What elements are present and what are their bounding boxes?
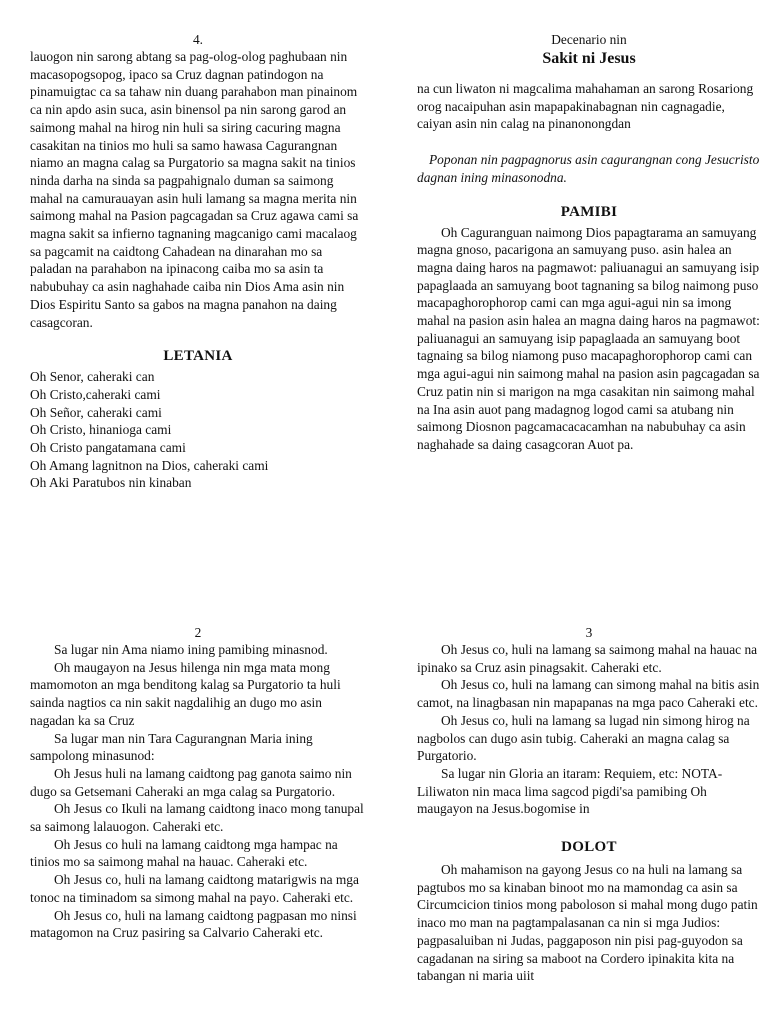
litany-line: Oh Señor, caheraki cami [30, 404, 162, 420]
paragraph: Oh Jesus huli na lamang caidtong pag ganota saimo nin dugo sa Getsemani Caheraki an mga calag sa Purgatorio. [30, 765, 352, 799]
litany-line: Oh Senor, caheraki can [30, 369, 155, 385]
paragraph: Oh Jesus co, huli na lamang can simong mahal na bitis asin camot, na linagbasan nin mapapanas na mga paco Caheraki etc. [417, 677, 760, 711]
paragraph: Oh Jesus co Ikuli na lamang caidtong inaco mong tanupal sa saimong lalauogon. Caheraki etc. [30, 801, 364, 835]
paragraph: Sa lugar nin Ama niamo ining pamibing minasnod. [54, 642, 328, 657]
paragraph: Sa lugar man nin Tara Cagurangnan Maria ining sampolong minasunod: [30, 730, 313, 764]
page-4-column [30, 32, 366, 492]
litany-line: Oh Amang lagnitnon na Dios, caheraki cami [30, 457, 269, 473]
section-title-dolot: DOLOT [561, 839, 617, 856]
header-subtitle: Decenario nin [551, 32, 627, 47]
intro-paragraph: na cun liwaton ni magcalima mahahaman an sarong Rosariong orog nacaipuhan asin mapapakinabagnan nin cagnagadie, caiyan asin nin calag na pinanonongdan [417, 81, 754, 132]
paragraph: Oh Jesus co, huli na lamang caidtong matarigwis na mga tonoc na timinadom sa simong mahal na payo. Caheraki etc. [30, 872, 359, 905]
litany-line: Oh Cristo,caheraki cami [30, 386, 161, 402]
paragraph: Oh Jesus co, huli na lamang sa lugad nin simong hirog na nagbolos can dugo asin tubig. Caheraki an magna calag sa Purgatorio. [417, 712, 750, 764]
page-number: 4. [192, 32, 204, 47]
paragraph: Oh Jesus co, huli na lamang caidtong pagpasan mo ninsi matagomon na Cruz pasiring sa Calvario Caheraki etc. [30, 907, 357, 941]
page-title: Sakit ni Jesus [542, 50, 636, 67]
paragraph: Oh maugayon na Jesus hilenga nin mga mata mong mamomoton an mga benditong kalag sa Purgatorio ta huli sainda nagtios ca nin sakit nagdalihig an dugo mo asin nagadan ka sa Cruz [30, 659, 341, 728]
rubric-italic: Poponan nin pagpagnorus asin cagurangnan cong Jesucristo dagnan ining minasonodna. [417, 152, 760, 185]
page-number: 3 [585, 625, 593, 640]
title-page-column [417, 32, 761, 454]
paragraph: Oh Jesus co, huli na lamang sa saimong mahal na hauac na ipinako sa Cruz asin pinagsakit. Caheraki etc. [417, 642, 758, 675]
section-title-letania: LETANIA [163, 348, 233, 365]
page-3-column [417, 625, 761, 985]
paragraph: Oh Jesus co huli na lamang caidtong mga hampac na tinios mo sa saimong mahal na hauac. Caheraki etc. [30, 836, 338, 870]
page-number: 2 [194, 625, 202, 640]
litany-list [30, 368, 366, 492]
continuation-paragraph: lauogon nin sarong abtang sa pag-olog-olog paghubaan nin macasopogsopog, ipaco sa Cruz dagnan patindogon na pinamuigtac ca sa tahaw nin duang parahabon man pinainom ca nin apdo asin suca, asin binensol pa nin sarong garod an saimong mahal na hirog nin huli sa siring cacuring magna casakitan na tinios mo huli sa samo hawasa Cagurangnan niamo an magna calag sa Purgatorio sa magna sakit na tinios ninda darha na sinda sa pagpahignalo duman sa saimong mahal na camurauayan asin huli lamang sa magna merita nin saimong mahal na Pasion pagcagadan sa Cruz agawa cami sa magna sakit sa infierno tagnaning magcanigo cami macalaog sa pagcamit na caidtong Cahadean na dinarahan mo sa paladan na parahabon na ipinacong caiba mo sa asin ta nabubuhay ca asin naghahade caiba nin Dios Ama asin nin Dios Espiritu Santo sa gabos na magna panahon na daing casagcoran. [30, 49, 359, 330]
litany-line: Oh Cristo, hinanioga cami [30, 422, 172, 438]
section-title-pamibi: PAMIBI [560, 203, 618, 220]
paragraph: Sa lugar nin Gloria an itaram: Requiem, etc: NOTA-Liliwaton nin maca lima sagcod pigdi'sa pamibing Oh maugayon na Jesus.bogomise in [417, 765, 723, 817]
page-2-column [30, 625, 366, 942]
litany-line: Oh Aki Paratubos nin kinaban [30, 475, 192, 491]
litany-line: Oh Cristo pangatamana cami [30, 440, 186, 456]
dolot-paragraph: Oh mahamison na gayong Jesus co na huli na lamang sa pagtubos mo sa kinaban binoot mo na mamondag ca asin sa Circumcicion tinios mong paboloson si mahal mong dugo patin inaco mo man na pagtampalasanan ca nin si mga Judios: pagpasaluiban ni Judas, paggaposon nin pisi pag-guyodon sa cagadanan na siring sa maboot na Cordero ipinakita kita na tabangan ni maria uiit [417, 862, 758, 984]
prayer-paragraph: Oh Caguranguan naimong Dios papagtarama an samuyang magna gnoso, pacarigona an samuyang puso. asin halea an magna daing haros na pagmawot: paliuanagui an samuyang isip papaglaada an samuyang boot tagnaning sa bilog naimong puso macapaghorophorop cami can mga agui-agui nin sa imong mahal na pasion asin halea an magna daing haros na pagmawot: paliuanagui an samuyang isip papaglaada an samuyang boot tagnaing sa bilog niamong puso macapaghorophorop cami can mga agui-agui nin saimong mahal na pasion asin pagcagadan sa Cruz patin nin si marigon na mga casakitan nin saimong mahal na Ina asin auot pang madagnog logod cami sa atubang nin saimong Diosnon pagcamacacacamhan na nabubuhay ca asin naghahade sa daing casagcoran Auot pa. [417, 224, 760, 452]
